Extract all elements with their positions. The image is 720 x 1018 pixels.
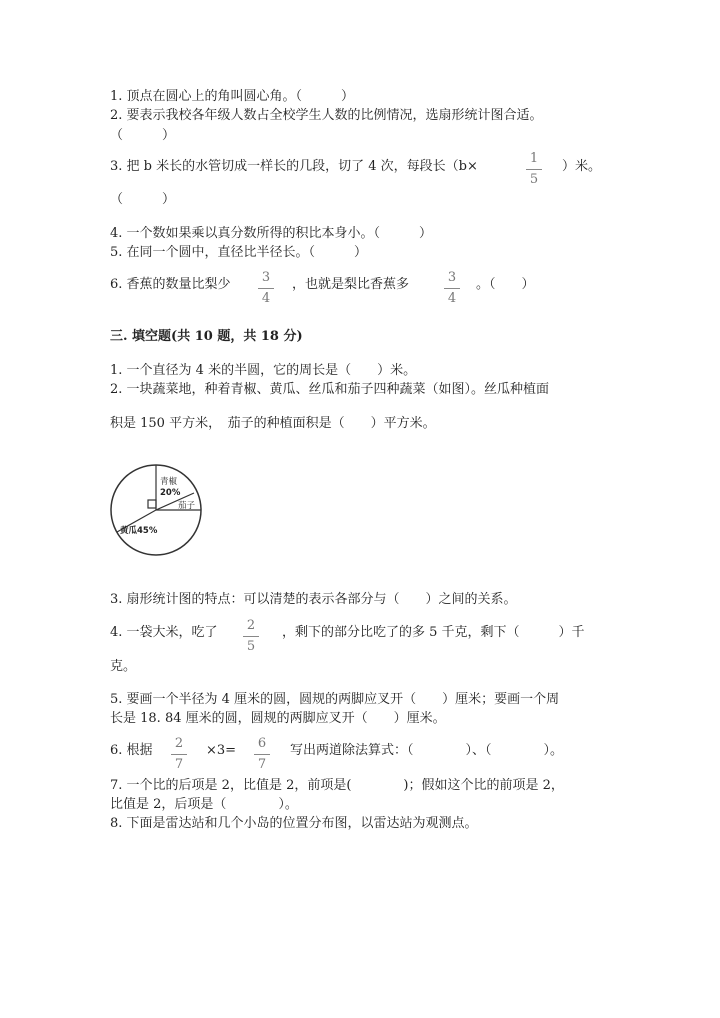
fraction-denominator: 7 bbox=[257, 757, 267, 772]
judge-q1: 1. 顶点在圆心上的角叫圆心角。（ ） bbox=[110, 89, 355, 104]
fill-q5-line2: 长是 18. 84 厘米的圆，圆规的两脚应叉开（ ）厘米。 bbox=[110, 711, 446, 726]
judge-q3-fraction bbox=[524, 151, 544, 188]
judge-q6-end: 。（ ） bbox=[476, 277, 535, 292]
fill-q4-mid: ，剩下的部分比吃了的多 5 千克，剩下（ ）千 bbox=[282, 625, 585, 640]
judge-q2-blank: （ ） bbox=[110, 128, 176, 143]
fill-q6-end: 写出两道除法算式：（ ）、（ ）。 bbox=[290, 743, 564, 758]
fraction-denominator: 5 bbox=[246, 639, 256, 654]
fill-q6-mid: ×3= bbox=[206, 743, 237, 758]
fill-q7-line1: 7. 一个比的后项是 2，比值是 2，前项是( )；假如这个比的前项是 2， bbox=[110, 778, 564, 793]
pie-label-qingjiao-pct: 20% bbox=[160, 488, 181, 498]
vegetable-pie-chart bbox=[108, 462, 204, 558]
judge-q5: 5. 在同一个圆中，直径比半径长。（ ） bbox=[110, 245, 368, 260]
judge-q6-fraction-2 bbox=[442, 270, 462, 307]
judge-q2: 2. 要表示我校各年级人数占全校学生人数的比例情况，选扇形统计图合适。 bbox=[110, 108, 543, 123]
fraction-numerator: 1 bbox=[529, 151, 539, 166]
fraction-numerator: 3 bbox=[261, 270, 271, 285]
fraction-numerator: 2 bbox=[174, 736, 184, 751]
fraction-denominator: 5 bbox=[529, 172, 539, 187]
fill-q6-fraction-1 bbox=[169, 736, 189, 773]
fill-q4-text: 4. 一袋大米，吃了 bbox=[110, 625, 218, 640]
fill-q7-line2: 比值是 2，后项是（ ）。 bbox=[110, 797, 298, 812]
fill-q8: 8. 下面是雷达站和几个小岛的位置分布图，以雷达站为观测点。 bbox=[110, 816, 478, 831]
section-title: 三. 填空题(共 10 题，共 18 分) bbox=[110, 329, 303, 344]
fraction-numerator: 6 bbox=[257, 736, 267, 751]
judge-q6-mid: ，也就是梨比香蕉多 bbox=[292, 277, 410, 292]
fraction-denominator: 4 bbox=[447, 291, 457, 306]
fraction-denominator: 4 bbox=[261, 291, 271, 306]
fraction-numerator: 3 bbox=[447, 270, 457, 285]
fill-q2-line1: 2. 一块蔬菜地，种着青椒、黄瓜、丝瓜和茄子四种蔬菜（如图）。丝瓜种植面 bbox=[110, 382, 550, 397]
fill-q2-line2: 积是 150 平方米， 茄子的种植面积是（ ）平方米。 bbox=[110, 416, 436, 431]
fill-q4-end: 克。 bbox=[110, 659, 137, 674]
pie-label-huanggua: 黄瓜45% bbox=[120, 526, 158, 536]
judge-q3-end: ）米。 bbox=[562, 159, 602, 174]
fill-q3: 3. 扇形统计图的特点：可以清楚的表示各部分与（ ）之间的关系。 bbox=[110, 592, 517, 607]
fill-q6-text: 6. 根据 bbox=[110, 743, 153, 758]
judge-q3-text: 3. 把 b 米长的水管切成一样长的几段，切了 4 次，每段长（b× bbox=[110, 159, 478, 174]
judge-q3-blank: （ ） bbox=[110, 192, 176, 207]
fill-q5-line1: 5. 要画一个半径为 4 厘米的圆，圆规的两脚应叉开（ ）厘米；要画一个周 bbox=[110, 692, 560, 707]
fill-q6-fraction-2 bbox=[252, 736, 272, 773]
fraction-denominator: 7 bbox=[174, 757, 184, 772]
pie-label-qingjiao: 青椒 bbox=[160, 477, 178, 487]
fill-q1: 1. 一个直径为 4 米的半圆，它的周长是（ ）米。 bbox=[110, 363, 417, 378]
judge-q6-text: 6. 香蕉的数量比梨少 bbox=[110, 277, 231, 292]
fraction-numerator: 2 bbox=[246, 618, 256, 633]
pie-label-qiezi: 茄子 bbox=[178, 501, 196, 511]
judge-q4: 4. 一个数如果乘以真分数所得的积比本身小。（ ） bbox=[110, 226, 433, 241]
fill-q4-fraction bbox=[241, 618, 261, 655]
judge-q6-fraction-1 bbox=[256, 270, 276, 307]
